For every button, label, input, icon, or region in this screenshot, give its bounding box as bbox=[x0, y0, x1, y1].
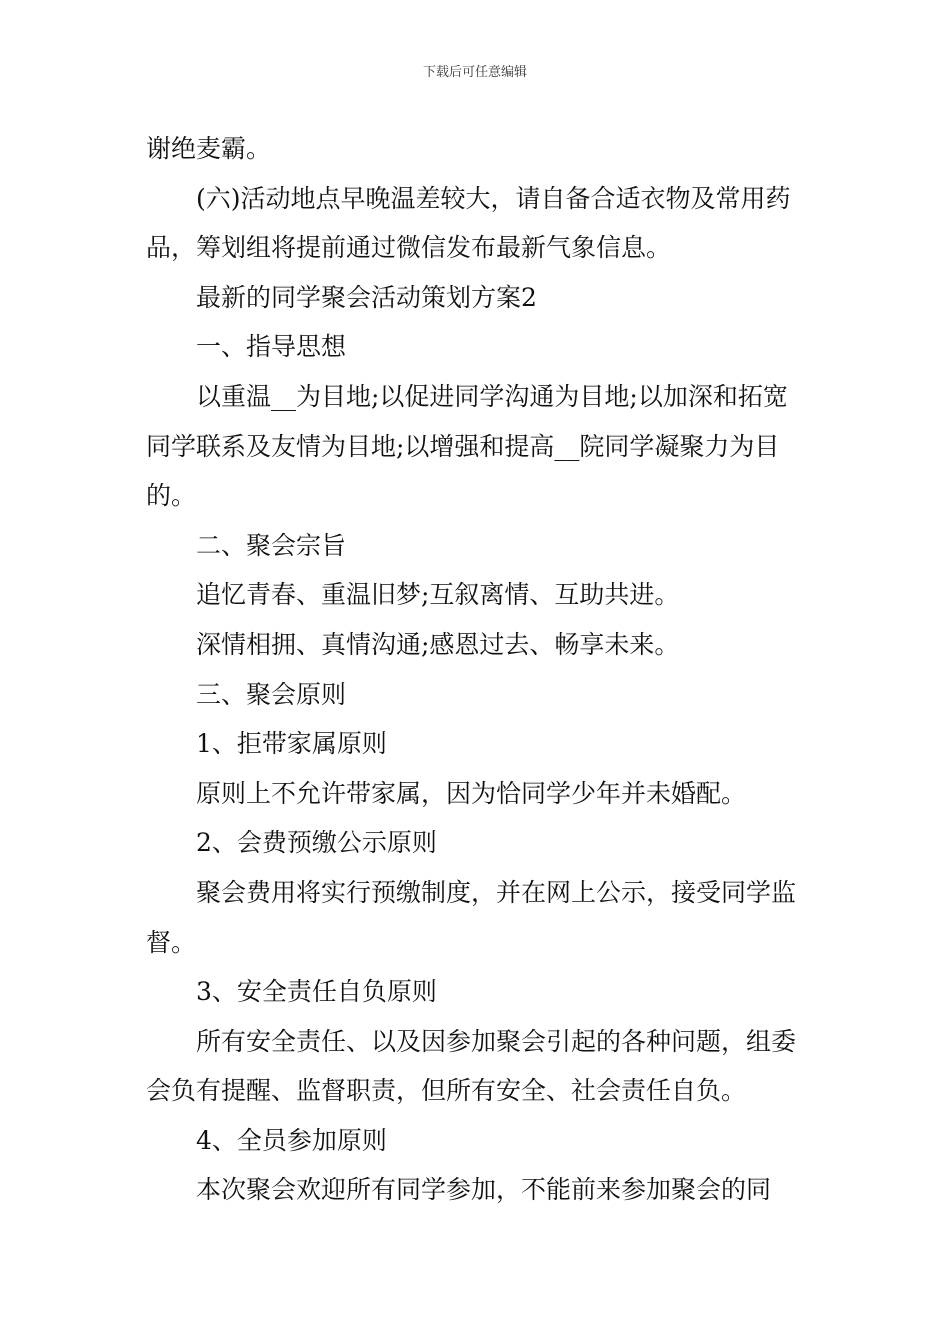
subsection-heading: 3、安全责任自负原则 bbox=[196, 977, 437, 1007]
paragraph: 本次聚会欢迎所有同学参加，不能前来参加聚会的同 bbox=[196, 1175, 772, 1205]
page-header-note: 下载后可任意编辑 bbox=[422, 65, 527, 80]
section-heading: 一、指导思想 bbox=[196, 332, 347, 362]
section-heading: 二、聚会宗旨 bbox=[196, 530, 347, 560]
paragraph: 深情相拥、真情沟通;感恩过去、畅享未来。 bbox=[196, 629, 680, 659]
document-body bbox=[146, 124, 808, 1215]
subsection-heading: 2、会费预缴公示原则 bbox=[196, 828, 437, 858]
section-heading: 三、聚会原则 bbox=[196, 679, 347, 709]
paragraph: 追忆青春、重温旧梦;互叙离情、互助共进。 bbox=[196, 580, 680, 610]
paragraph: (六)活动地点早晚温差较大，请自备合适衣物及常用药品，筹划组将提前通过微信发布最新气象信息。 bbox=[146, 183, 791, 263]
paragraph: 原则上不允许带家属，因为恰同学少年并未婚配。 bbox=[196, 778, 747, 808]
subsection-heading: 1、拒带家属原则 bbox=[196, 729, 387, 759]
section-title: 最新的同学聚会活动策划方案2 bbox=[196, 282, 537, 312]
subsection-heading: 4、全员参加原则 bbox=[196, 1125, 387, 1155]
paragraph: 聚会费用将实行预缴制度，并在网上公示，接受同学监督。 bbox=[146, 877, 797, 957]
paragraph: 谢绝麦霸。 bbox=[146, 134, 272, 163]
paragraph: 以重温__为目地;以促进同学沟通为目地;以加深和拓宽同学联系及友情为目地;以增强和提高__院同学凝聚力为目的。 bbox=[146, 381, 788, 511]
paragraph: 所有安全责任、以及因参加聚会引起的各种问题，组委会负有提醒、监督职责，但所有安全、社会责任自负。 bbox=[146, 1026, 797, 1106]
